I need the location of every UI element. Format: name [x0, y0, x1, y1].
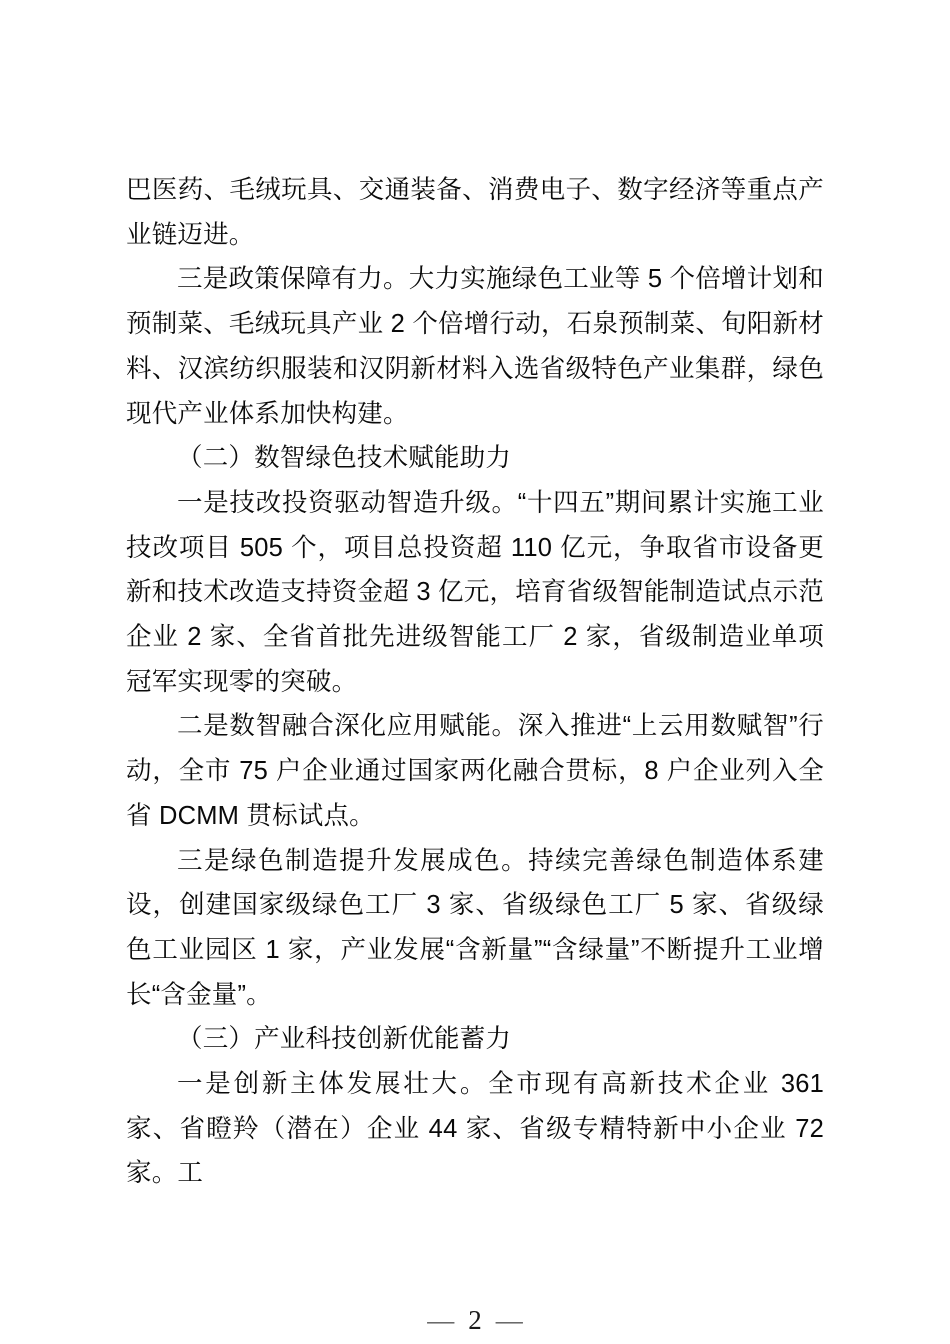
section-heading-2: （二）数智绿色技术赋能助力	[177, 444, 512, 473]
document-body	[126, 168, 824, 1196]
paragraph-tech-upgrade: 一是技改投资驱动智造升级。“十四五”期间累计实施工业技改项目 505 个，项目总投资超 110 亿元，争取省市设备更新和技术改造支持资金超 3 亿元，培育省级智能制造试点示范企业 2 家、全省首批先进级智能工厂 2 家，省级制造业单项冠军实现零的突破。	[126, 488, 824, 696]
paragraph-innovation-entities: 一是创新主体发展壮大。全市现有高新技术企业 361 家、省瞪羚（潜在）企业 44 家、省级专精特新中小企业 72 家。工	[126, 1070, 824, 1188]
footer-right-dash: —	[495, 1305, 523, 1335]
paragraph-policy-support: 三是政策保障有力。大力实施绿色工业等 5 个倍增计划和预制菜、毛绒玩具产业 2 个倍增行动，石泉预制菜、旬阳新材料、汉滨纺织服装和汉阴新材料入选省级特色产业集群，绿色现代产业体系加快构建。	[126, 265, 824, 428]
footer-left-dash: —	[427, 1305, 455, 1335]
page-number: 2	[468, 1305, 482, 1335]
paragraph-digital-integration: 二是数智融合深化应用赋能。深入推进“上云用数赋智”行动，全市 75 户企业通过国家两化融合贯标，8 户企业列入全省 DCMM 贯标试点。	[126, 712, 824, 830]
section-heading-3: （三）产业科技创新优能蓄力	[177, 1025, 512, 1054]
page-footer	[0, 1302, 950, 1338]
paragraph-continuation: 巴医药、毛绒玩具、交通装备、消费电子、数字经济等重点产业链迈进。	[126, 176, 824, 249]
paragraph-green-manufacturing: 三是绿色制造提升发展成色。持续完善绿色制造体系建设，创建国家级绿色工厂 3 家、省级绿色工厂 5 家、省级绿色工业园区 1 家，产业发展“含新量”“含绿量”不断提升工业增长“含金量”。	[126, 846, 824, 1009]
